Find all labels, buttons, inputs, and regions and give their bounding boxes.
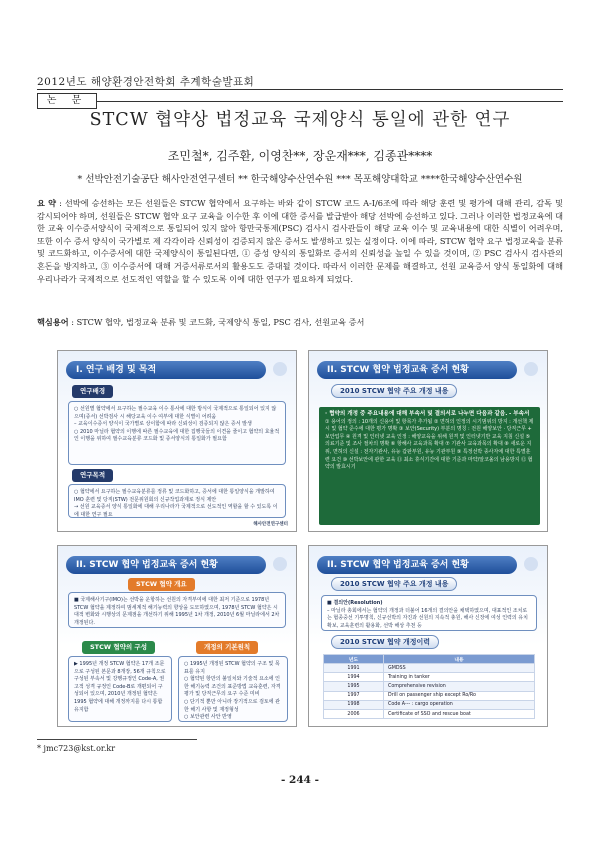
table-cell-content: GMDSS bbox=[384, 664, 535, 673]
table-cell-year: 1997 bbox=[324, 691, 384, 700]
page-number: - 244 - bbox=[281, 774, 319, 786]
list-item: ○ 단기적 뿐만 아니라 장기적으로 검토에 관한 해기 사항 및 재정형성 bbox=[184, 698, 281, 713]
keywords-label: 핵심용어 bbox=[37, 317, 69, 327]
list-item: ⑫ 협약의 발효시기 bbox=[325, 456, 533, 471]
slide-banner: II. STCW 협약 법정교육 증서 현황 bbox=[66, 556, 266, 574]
header-divider-bottom bbox=[37, 101, 563, 102]
list-item: ③ 보안(Security) 부분의 명칭 : 전원 해양보안 · 당직근무 + 보안업무 bbox=[325, 426, 532, 440]
slide-corner-dot bbox=[273, 557, 287, 571]
list-item: ⑧ 새로운 지위, 면허의 신설 : 전자기관사, 유능 갑판부원, 유능 기관부원 bbox=[325, 441, 532, 455]
list-item: ○ 협약된 항만의 불일치와 기술적 요소에 인한 해기능력 조건의 표준방법 교육훈련, 자격 평가 및 당직근무의 요구 수준 미비 bbox=[184, 676, 281, 698]
list-item: ▶ 1995년 개정 STCW 협약은 17개 조문으로 구성된 본문과 8개장, 56개 규칙으로 구성된 부속서 및 강행규정인 Code-A, 권고적 성격 규정인 Code-B로 개편되어 구성되어 있으며, 2010년 개정된 협약은 1995 협약에 대해 개정까지를 다시 통합 유지함 bbox=[74, 661, 166, 713]
slide-green-panel bbox=[319, 407, 540, 525]
paper-type-tag: 논 문 bbox=[37, 93, 97, 109]
panel-heading: · 협약의 개정 중 주요내용에 대해 부속서 및 결의서로 나누면 다음과 같음. bbox=[325, 411, 508, 417]
slide-banner: II. STCW 협약 법정교육 증서 현황 bbox=[317, 556, 517, 574]
table-cell-year: 1995 bbox=[324, 682, 384, 691]
slide-amendments-annex bbox=[308, 350, 548, 532]
slide-subtab-principles: 개정의 기본원칙 bbox=[196, 641, 258, 654]
resolution-heading: ■ 결의안(Resolution) bbox=[327, 600, 383, 606]
slide-banner: II. STCW 협약 법정교육 증서 현황 bbox=[317, 361, 517, 379]
panel-subheading: - 부속서 bbox=[508, 411, 530, 417]
list-item: ⑪ 최소 휴식기간에 대한 기준과 마약/알코올의 남용방지 bbox=[397, 456, 520, 463]
table-cell-year: 1991 bbox=[324, 664, 384, 673]
slide-subtab-overview: STCW 협약 개요 bbox=[128, 578, 195, 591]
table-row bbox=[324, 664, 535, 673]
list-item: – 교육이수증서 양식이 국가별로 상이함에 따라 신뢰성이 검증되지 않은 증서 발생 bbox=[74, 421, 252, 428]
list-item: ○ 1995년 개정된 STCW 협약의 구조 및 목표를 유지 bbox=[184, 661, 280, 675]
slide-corner-dot bbox=[524, 362, 538, 376]
table-row bbox=[324, 673, 535, 682]
table-row bbox=[324, 682, 535, 691]
conference-header: 2012년도 해양환경안전학회 추계학술발표회 bbox=[37, 76, 255, 88]
slide-banner: I. 연구 배경 및 목적 bbox=[66, 361, 266, 379]
list-item: ④ 원격 및 인터넷 교육 인정 : 해양교육을 위해 원격 및 인터넷기반 교육 지침 신설 bbox=[345, 433, 525, 440]
slide-subtab-structure: STCW 협약의 구성 bbox=[82, 641, 155, 654]
table-cell-year: 2006 bbox=[324, 709, 384, 718]
slide-box-structure bbox=[68, 656, 172, 722]
list-item: ○ 선원별 협약에서 요구하는 필수교육 이수 통사에 대한 방식이 국제적으로 통일되어 있지 않으며(증서) 선박검사 시 해당교육 이수 여부에 대한 식별이 어려움 bbox=[74, 406, 277, 420]
list-item: ⑩ 선박보안에 관한 교육 bbox=[342, 456, 396, 463]
column-header-content: 내용 bbox=[384, 655, 535, 664]
affiliation-list: * 선박안전기술공단 해사안전연구센터 ** 한국해양수산연수원 *** 목포해양대학교 ****한국해양수산연수원 bbox=[77, 174, 523, 185]
table-cell-year: 1994 bbox=[324, 673, 384, 682]
slide-box-purpose bbox=[68, 484, 286, 518]
list-item: ○ 2010 마닐라 협약의 이행에 따른 필수교육에 대한 집행국들의 이견을 줄이고 협약의 효율적인 이행을 위하여 필수교육분류 코드화 및 증서양식의 통일화가 필요함 bbox=[74, 428, 280, 443]
keywords bbox=[37, 317, 563, 328]
paper-title: STCW 협약상 법정교육 국제양식 통일에 관한 연구 bbox=[89, 110, 511, 130]
institute-logo: 해사안전연구센터 bbox=[253, 522, 288, 527]
table-row bbox=[324, 691, 535, 700]
slide-subtab-background: 연구배경 bbox=[72, 385, 113, 398]
author-list: 조민철*, 김주환, 이영찬**, 장운재***, 김종관**** bbox=[167, 149, 433, 163]
list-item: ② 면허의 인정의 시기범위의 방지 : 개선책 제시 및 협약 준수에 대한 평가 명확 bbox=[325, 418, 534, 433]
slide-corner-dot bbox=[273, 362, 287, 376]
abstract-label: 요 약 bbox=[37, 198, 57, 208]
slide-subtab-purpose: 연구목적 bbox=[72, 469, 113, 482]
resolution-text: – 마닐라 총회에서는 협약의 개정과 더불어 16개의 결의안을 채택하였으며, 대표적인 조치로는 협종중선 기투명칙, 신규선박의 자진과 선원의 지속적 총원, 해사 신장에 여성 인력의 유치확보, 교육훈련의 활용화, 선박 해상 추천 등 bbox=[327, 607, 528, 629]
slide-subtab: 2010 STCW 협약 주요 개정 내용 bbox=[331, 577, 457, 591]
footnote-divider bbox=[37, 739, 197, 740]
table-cell-year: 1998 bbox=[324, 700, 384, 709]
table-cell-content: Training in tanker bbox=[384, 673, 535, 682]
abstract-text: : 선박에 승선하는 모든 선원들은 STCW 협약에서 요구하는 바와 같이 STCW 코드 A-I/6조에 따라 해당 훈련 및 평가에 대해 관리, 감독 및 감시되어야 하며, 선원들은 STCW 협약 요구 교육을 이수한 후 이에 대한 증서를 발급받아 해당 선박에 승선하고 있다. 그러나 이러한 법정교육에 대한 교육 이수증서양식이 국제적으로 통일되어 있지 않아 항만국통제(PSC) 검사시 검사관들이 해당 교육 이수 및 교육내용에 대한 식별이 어려우며, 또한 이수 증서 양식이 국가별로 제 각각이라 신뢰성이 검증되지 않은 증서도 발생하고 있는 실정이다. 이에 따라, STCW 협약 요구 법정교육을 분류 및 코드화하고, 이수증서에 대한 국제양식이 통일된다면, ① 증성 양식의 통일화로 증서의 신뢰성을 높일 수 있을 것이며, ② PSC 검사시 검사관의 혼돈을 방지하고, ③ 이수증서에 대해 거증서류로서의 활용도도 증대될 것이다. 따라서 이러한 문제를 해결하고, 선원 교육증서 양식 통일화에 대해 우리나라가 국제적으로 선도적인 역할을 할 수 있도록 이에 대한 연구가 필요하게 되었다. bbox=[37, 198, 563, 284]
keywords-text: : STCW 협약, 법정교육 분류 및 코드화, 국제양식 통일, PSC 검사, 선원교육 증서 bbox=[71, 317, 365, 327]
slide-corner-dot bbox=[524, 557, 538, 571]
column-header-year: 년도 bbox=[324, 655, 384, 664]
footnote-email: * jmc723@kst.or.kr bbox=[37, 744, 116, 753]
header-divider-top bbox=[37, 89, 563, 90]
table-cell-content: Comprehensive revision bbox=[384, 682, 535, 691]
list-item: ① 용어의 정의 : 10개의 신용어 및 항목가 추가됨 bbox=[325, 418, 433, 425]
slide-stcw-overview bbox=[57, 545, 297, 727]
slide-box-overview bbox=[68, 592, 286, 628]
table-row bbox=[324, 709, 535, 718]
table-cell-content: Certificate of SSO and rescue boat bbox=[384, 709, 535, 718]
list-item: ⑥ 항해사 교육과목 확대 bbox=[390, 441, 444, 448]
table-header-row bbox=[324, 655, 535, 664]
slide-amendments-resolution bbox=[308, 545, 548, 727]
table-cell-content: Drill on passenger ship except Ro/Ro bbox=[384, 691, 535, 700]
slide-box-principles bbox=[178, 656, 288, 722]
table-cell-content: Code A--- : cargo operation bbox=[384, 700, 535, 709]
list-item: → 선원 교육증서 양식 통일화에 대해 우리나라가 국제적으로 선도적인 역할을 할 수 있도록 이에 대한 연구 필요 bbox=[74, 504, 278, 518]
slide-research-background bbox=[57, 350, 297, 532]
list-item: ⑤ 의료기준 및 조사 절차의 명확 bbox=[325, 433, 531, 448]
amendment-history-table bbox=[323, 654, 535, 719]
list-item: ⑦ 기관사 교육과목의 확대 bbox=[445, 441, 503, 448]
slide-subtab: 2010 STCW 협약 주요 개정 내용 bbox=[331, 384, 457, 398]
list-item: ○ 협약에서 요구하는 필수교육분류를 정류 및 코드화하고, 증서에 대한 통일양식을 개발하여 IMO 훈련 및 당직(STW) 전문위원회의 신규작업과제로 정식 제안 bbox=[74, 489, 275, 503]
slide-box-resolution bbox=[321, 595, 537, 631]
list-item: ⑨ 특정선박 종사자에 대한 특별훈련 요건 bbox=[325, 448, 531, 463]
table-row bbox=[324, 700, 535, 709]
list-item: ○ 보안관련 사안 반영 bbox=[184, 714, 232, 721]
slide-box-background bbox=[68, 401, 286, 465]
list-item: ■ 국제해사기구(IMO)는 선박을 운항하는 선원의 자격부여에 대한 최저 기준으로 1978년 STCW 협약을 제정하여 범세계적 해기능력의 향상을 도모하였으며, 1978년 STCW 협약은 시대적 변화와 시행상의 문제점을 개선하기 위해 1995년 1차 개정, 2010년 6월 마닐라에서 2차 개정된다. bbox=[74, 597, 280, 626]
slide-table-title: 2010 STCW 협약 개정이력 bbox=[331, 635, 439, 649]
abstract bbox=[37, 197, 563, 285]
